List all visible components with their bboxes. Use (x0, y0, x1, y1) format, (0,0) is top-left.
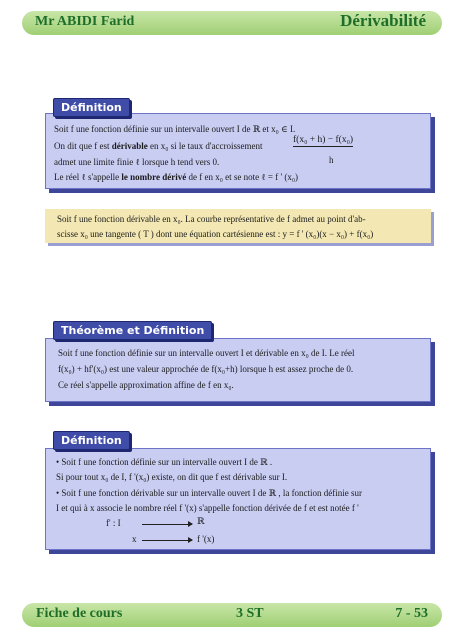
thm-line1: Soit f une fonction définie sur un intervalle ouvert I et dérivable en x₀ de I. Le réel (58, 348, 355, 358)
thm-line2: f(x₀) + hf'(x₀) est une valeur approchée de f(x₀+h) lorsque h est assez proche de 0. (58, 364, 354, 374)
definition-box-1 (45, 113, 431, 189)
footer-left: Fiche de cours (36, 606, 123, 621)
def1-line1: Soit f une fonction définie sur un intervalle ouvert I de ℝ et x₀ ∈ I. (54, 124, 296, 134)
map-x: x (132, 534, 137, 544)
definition-tag-2: Définition (53, 431, 130, 450)
def2-line2: Si pour tout x₀ de I, f '(x₀) existe, on dit que f est dérivable sur I. (56, 472, 288, 482)
fraction-numerator: f(x₀ + h) − f(x₀) (293, 135, 354, 145)
def1-line3: admet une limite finie ℓ lorsque h tend vers 0. (54, 157, 220, 167)
theorem-box (45, 338, 431, 402)
tangent-box (45, 209, 431, 243)
page-header (22, 11, 442, 35)
def2-line3: • Soit f une fonction dérivable sur un intervalle ouvert I de ℝ , la fonction définie sur (56, 488, 363, 498)
map-arrow-1 (142, 524, 192, 525)
definition-box-2 (45, 448, 431, 550)
map-arrow-2 (142, 540, 192, 541)
map-codomain: ℝ (197, 516, 205, 526)
page-number: 7 - 53 (395, 606, 428, 621)
map-fx: f '(x) (197, 534, 215, 544)
def2-line1: • Soit f une fonction définie sur un intervalle ouvert I de ℝ . (56, 457, 273, 467)
def2-line4: I et qui à x associe le nombre réel f '(x) s'appelle fonction dérivée de f et est notée f ' (56, 503, 359, 513)
page-footer (22, 603, 442, 627)
footer-center: 3 ST (236, 606, 264, 621)
fraction-denominator: h (329, 155, 334, 165)
def1-line2: On dit que f est dérivable en x₀ si le taux d'accroissement (54, 141, 263, 151)
thm-line3: Ce réel s'appelle approximation affine de f en x₀. (58, 380, 234, 390)
tangent-line1: Soit f une fonction dérivable en x₀. La courbe représentative de f admet au point d'ab- (57, 214, 366, 224)
def1-line4: Le réel ℓ s'appelle le nombre dérivé de f en x₀ et se note ℓ = f ' (x₀) (54, 172, 298, 182)
author: Mr ABIDI Farid (35, 14, 135, 29)
theorem-tag: Théorème et Définition (53, 321, 212, 340)
map-domain: f' : I (106, 518, 121, 528)
definition-tag-1: Définition (53, 98, 130, 117)
chapter-title: Dérivabilité (340, 11, 426, 30)
tangent-line2: scisse x₀ une tangente ( T ) dont une équation cartésienne est : y = f ' (x₀)(x − x₀) + f(x₀) (57, 229, 374, 239)
